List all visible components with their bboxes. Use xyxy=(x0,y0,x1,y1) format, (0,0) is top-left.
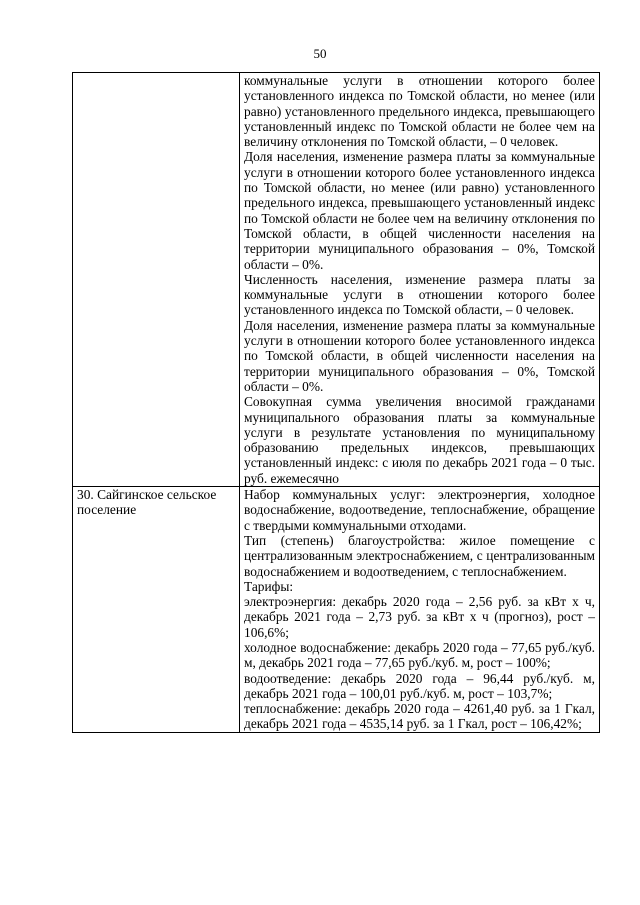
tariff-heating: теплоснабжение: декабрь 2020 года – 4261,40 руб. за 1 Гкал, декабрь 2021 года – 4535,14 руб. за 1 Гкал, рост – 106,42%; xyxy=(244,701,595,732)
municipality-cell xyxy=(73,73,240,487)
paragraph-population-share: Доля населения, изменение размера платы за коммунальные услуги в отношении которого более установленного индекса по Томской области, но менее (или равно) установленного предельного индекса, превышающего установленный индекс по Томской области не более чем на величину отклонения по Томской области, в общей численности населения на территории муниципального образования – 0%, Томской области – 0%. xyxy=(244,149,595,272)
indicators-cell xyxy=(240,73,600,487)
municipality-name: 30. Сайгинское сельское поселение xyxy=(77,487,217,518)
tariff-sewerage: водоотведение: декабрь 2020 года – 96,44 руб./куб. м, декабрь 2021 года – 100,01 руб./куб. м, рост – 103,7%; xyxy=(244,670,595,701)
paragraph-total-increase: Совокупная сумма увеличения вносимой гражданами муниципального образования платы за коммунальные услуги в результате установления по муниципальному образованию предельных индексов, превышающих установленный индекс: с июля по декабрь 2021 года – 0 тыс. руб. ежемесячно xyxy=(244,394,595,486)
municipality-cell xyxy=(73,487,240,733)
paragraph-population-count-above-index: Численность населения, изменение размера платы за коммунальные услуги в отношении которого более установленного индекса по Томской области, – 0 человек. xyxy=(244,271,595,318)
paragraph-services-set: Набор коммунальных услуг: электроэнергия, холодное водоснабжение, водоотведение, теплоснабжение, обращение с твердыми коммунальными отходами. xyxy=(244,487,595,533)
table-row xyxy=(73,73,600,487)
tariff-cold-water: холодное водоснабжение: декабрь 2020 года – 77,65 руб./куб. м, декабрь 2021 года – 77,65 руб./куб. м, рост – 100%; xyxy=(244,639,595,671)
tariff-electricity: электроэнергия: декабрь 2020 года – 2,56 руб. за кВт х ч, декабрь 2021 года – 2,73 руб. за кВт х ч (прогноз), рост – 106,6%; xyxy=(244,594,595,640)
table-row xyxy=(73,487,600,733)
paragraph-population-count: коммунальные услуги в отношении которого более установленного индекса по Томской области, но менее (или равно) установленного предельного индекса, превышающего установленный индекс по Томской области не более чем на величину отклонения по Томской области, – 0 человек. xyxy=(244,73,595,150)
document-table xyxy=(72,72,600,733)
paragraph-population-share-above-index: Доля населения, изменение размера платы за коммунальные услуги в отношении которого более установленного индекса по Томской области, в общей численности населения на территории муниципального образования – 0%, Томской области – 0%. xyxy=(244,317,595,394)
tariffs-heading: Тарифы: xyxy=(244,578,294,594)
paragraph-improvement-type: Тип (степень) благоустройства: жилое помещение с централизованным электроснабжением, с централизованным водоснабжением и водоотведением, с теплоснабжением. xyxy=(244,532,595,579)
indicators-cell xyxy=(240,487,600,733)
page-number: 50 xyxy=(313,46,327,61)
